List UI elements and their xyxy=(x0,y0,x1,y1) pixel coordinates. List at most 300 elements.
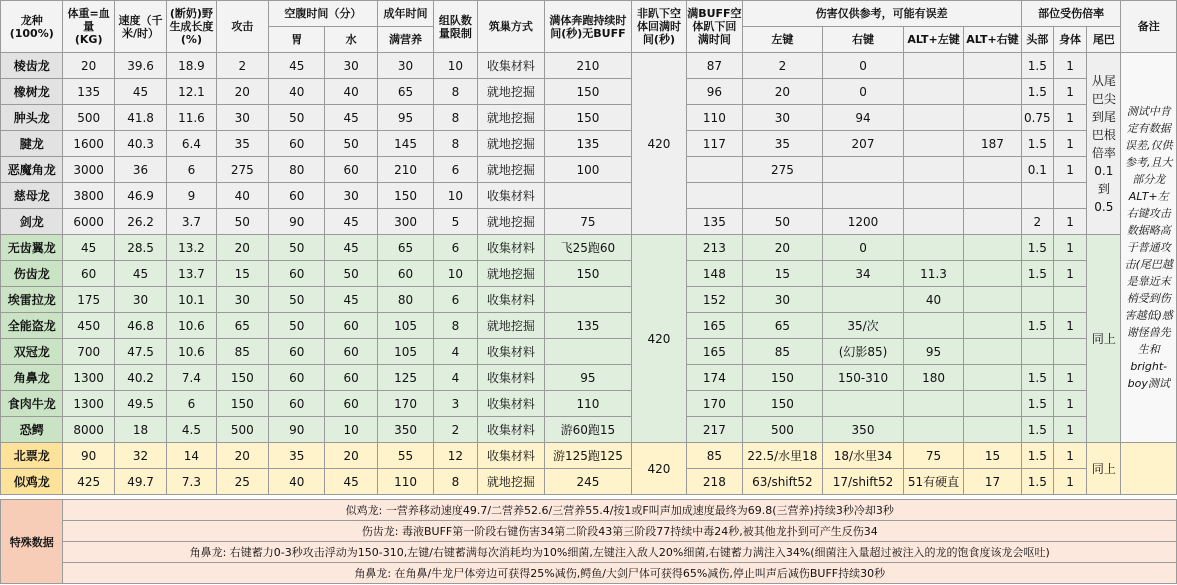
cell-right: 0 xyxy=(823,235,904,261)
cell-species: 恐鳄 xyxy=(1,417,63,443)
cell-water: 50 xyxy=(325,131,377,157)
cell-sprint xyxy=(545,183,632,209)
cell-adult: 55 xyxy=(377,443,433,469)
table-row xyxy=(1,157,1177,183)
cell-buff: 213 xyxy=(687,235,742,261)
cell-species: 食肉牛龙 xyxy=(1,391,63,417)
cell-stomach: 60 xyxy=(269,261,325,287)
cell-adult: 300 xyxy=(377,209,433,235)
cell-head: 1.5 xyxy=(1021,443,1053,469)
cell-water: 50 xyxy=(325,261,377,287)
header-part-mult: 部位受伤倍率 xyxy=(1021,1,1121,27)
cell-tail-merged: 同上 xyxy=(1087,443,1121,495)
cell-weight: 20 xyxy=(63,53,114,79)
header-attack: 攻击 xyxy=(216,1,268,53)
table-row xyxy=(1,105,1177,131)
cell-weight: 6000 xyxy=(63,209,114,235)
cell-alt-right xyxy=(964,79,1021,105)
cell-speed: 39.6 xyxy=(114,53,166,79)
cell-right xyxy=(823,183,904,209)
cell-adult: 65 xyxy=(377,235,433,261)
header-alt-right: ALT+右键 xyxy=(964,27,1021,53)
cell-right: 150-310 xyxy=(823,365,904,391)
header-fasting: 空腹时间（分） xyxy=(269,1,378,27)
cell-right xyxy=(823,287,904,313)
special-label: 特殊数据 xyxy=(1,500,63,584)
cell-group: 4 xyxy=(434,365,477,391)
cell-speed: 45 xyxy=(114,261,166,287)
cell-right: 94 xyxy=(823,105,904,131)
cell-weight: 1300 xyxy=(63,391,114,417)
table-row xyxy=(1,209,1177,235)
special-row xyxy=(1,500,1177,521)
cell-stomach: 35 xyxy=(269,443,325,469)
cell-body: 1 xyxy=(1053,79,1086,105)
cell-alt-left: 11.3 xyxy=(903,261,963,287)
cell-head: 0.1 xyxy=(1021,157,1053,183)
cell-alt-left: 40 xyxy=(903,287,963,313)
cell-buff: 165 xyxy=(687,313,742,339)
cell-head xyxy=(1021,339,1053,365)
cell-right: 0 xyxy=(823,53,904,79)
cell-weight: 3800 xyxy=(63,183,114,209)
cell-body: 1 xyxy=(1053,209,1086,235)
cell-buff: 174 xyxy=(687,365,742,391)
cell-stomach: 90 xyxy=(269,417,325,443)
cell-weight: 60 xyxy=(63,261,114,287)
cell-buff: 217 xyxy=(687,417,742,443)
cell-alt-right xyxy=(964,235,1021,261)
cell-alt-right xyxy=(964,105,1021,131)
cell-buff: 110 xyxy=(687,105,742,131)
cell-buff: 96 xyxy=(687,79,742,105)
cell-attack: 15 xyxy=(216,261,268,287)
cell-head: 1.5 xyxy=(1021,391,1053,417)
cell-adult: 105 xyxy=(377,313,433,339)
cell-species: 无齿翼龙 xyxy=(1,235,63,261)
special-row xyxy=(1,521,1177,542)
cell-alt-left: 95 xyxy=(903,339,963,365)
cell-sprint: 95 xyxy=(545,365,632,391)
cell-group: 3 xyxy=(434,391,477,417)
cell-attack: 35 xyxy=(216,131,268,157)
cell-group: 6 xyxy=(434,157,477,183)
cell-alt-right xyxy=(964,183,1021,209)
cell-right: 350 xyxy=(823,417,904,443)
header-water: 水 xyxy=(325,27,377,53)
cell-growth: 7.4 xyxy=(167,365,216,391)
cell-buff: 170 xyxy=(687,391,742,417)
cell-alt-right xyxy=(964,209,1021,235)
cell-adult: 125 xyxy=(377,365,433,391)
cell-alt-right xyxy=(964,53,1021,79)
cell-right: (幻影85) xyxy=(823,339,904,365)
table-row xyxy=(1,417,1177,443)
cell-alt-left xyxy=(903,131,963,157)
header-species: 龙种 (100%) xyxy=(1,1,63,53)
table-row xyxy=(1,79,1177,105)
cell-weight: 45 xyxy=(63,235,114,261)
cell-weight: 175 xyxy=(63,287,114,313)
cell-sprint: 150 xyxy=(545,105,632,131)
cell-nest: 收集材料 xyxy=(477,443,545,469)
cell-nofall-merged: 420 xyxy=(631,443,686,495)
cell-buff: 165 xyxy=(687,339,742,365)
cell-adult: 210 xyxy=(377,157,433,183)
cell-alt-left: 51有硬直 xyxy=(903,469,963,495)
table-row xyxy=(1,469,1177,495)
cell-left: 2 xyxy=(742,53,823,79)
header-group-limit: 组队数 量限制 xyxy=(434,1,477,53)
cell-head: 0.75 xyxy=(1021,105,1053,131)
cell-nest: 就地挖掘 xyxy=(477,469,545,495)
cell-attack: 85 xyxy=(216,339,268,365)
cell-head: 1.5 xyxy=(1021,417,1053,443)
cell-speed: 49.5 xyxy=(114,391,166,417)
header-tail: 尾巴 xyxy=(1087,27,1121,53)
cell-speed: 47.5 xyxy=(114,339,166,365)
cell-sprint: 135 xyxy=(545,313,632,339)
cell-head: 1.5 xyxy=(1021,131,1053,157)
cell-speed: 30 xyxy=(114,287,166,313)
cell-sprint: 游60跑15 xyxy=(545,417,632,443)
cell-right: 18/水里34 xyxy=(823,443,904,469)
cell-left: 20 xyxy=(742,235,823,261)
header-growth: (断奶)野 生成长度 (%) xyxy=(167,1,216,53)
cell-buff: 135 xyxy=(687,209,742,235)
table-row xyxy=(1,391,1177,417)
cell-group: 4 xyxy=(434,339,477,365)
table-row xyxy=(1,443,1177,469)
cell-growth: 6 xyxy=(167,157,216,183)
cell-weight: 700 xyxy=(63,339,114,365)
cell-right: 0 xyxy=(823,79,904,105)
cell-growth: 13.2 xyxy=(167,235,216,261)
cell-body: 1 xyxy=(1053,261,1086,287)
cell-growth: 10.1 xyxy=(167,287,216,313)
cell-attack: 65 xyxy=(216,313,268,339)
cell-stomach: 50 xyxy=(269,287,325,313)
cell-alt-left xyxy=(903,183,963,209)
cell-buff: 87 xyxy=(687,53,742,79)
cell-right: 207 xyxy=(823,131,904,157)
cell-water: 60 xyxy=(325,391,377,417)
cell-speed: 40.3 xyxy=(114,131,166,157)
cell-stomach: 45 xyxy=(269,53,325,79)
cell-nest: 就地挖掘 xyxy=(477,79,545,105)
cell-body: 1 xyxy=(1053,313,1086,339)
cell-body: 1 xyxy=(1053,105,1086,131)
cell-species: 恶魔角龙 xyxy=(1,157,63,183)
cell-nofall-merged: 420 xyxy=(631,53,686,235)
cell-speed: 46.9 xyxy=(114,183,166,209)
cell-speed: 49.7 xyxy=(114,469,166,495)
cell-group: 10 xyxy=(434,261,477,287)
header-nest: 筑巢方式 xyxy=(477,1,545,53)
table-row xyxy=(1,365,1177,391)
cell-head xyxy=(1021,183,1053,209)
table-row xyxy=(1,339,1177,365)
header-adult-time: 成年时间 xyxy=(377,1,433,27)
cell-group: 5 xyxy=(434,209,477,235)
cell-alt-left xyxy=(903,157,963,183)
cell-species: 伤齿龙 xyxy=(1,261,63,287)
special-line: 角鼻龙: 右键蓄力0-3秒攻击浮动为150-310,左键/右键蓄满每次消耗均为10%细菌,左键注入敌人20%细菌,右键蓄力满注入34%(细菌注入量超过被注入的龙的饱食度该龙会呕吐) xyxy=(63,542,1177,563)
header-full-nutrition: 满营养 xyxy=(377,27,433,53)
cell-speed: 26.2 xyxy=(114,209,166,235)
cell-speed: 36 xyxy=(114,157,166,183)
cell-weight: 3000 xyxy=(63,157,114,183)
cell-attack: 40 xyxy=(216,183,268,209)
header-weight: 体重=血量 (KG) xyxy=(63,1,114,53)
cell-stomach: 60 xyxy=(269,183,325,209)
cell-attack: 2 xyxy=(216,53,268,79)
cell-attack: 20 xyxy=(216,79,268,105)
cell-stomach: 60 xyxy=(269,339,325,365)
cell-body xyxy=(1053,339,1086,365)
cell-nest: 收集材料 xyxy=(477,287,545,313)
header-buff-lie: 满BUFF空 体趴下回 满时间 xyxy=(687,1,742,53)
cell-alt-left xyxy=(903,209,963,235)
cell-alt-left xyxy=(903,53,963,79)
cell-left: 85 xyxy=(742,339,823,365)
cell-right: 1200 xyxy=(823,209,904,235)
cell-head: 1.5 xyxy=(1021,365,1053,391)
cell-water: 45 xyxy=(325,235,377,261)
cell-growth: 6 xyxy=(167,391,216,417)
cell-alt-right: 15 xyxy=(964,443,1021,469)
cell-nofall-merged: 420 xyxy=(631,235,686,443)
cell-head: 1.5 xyxy=(1021,79,1053,105)
table-row xyxy=(1,313,1177,339)
cell-group: 6 xyxy=(434,235,477,261)
cell-alt-left xyxy=(903,391,963,417)
table-row xyxy=(1,183,1177,209)
cell-nest: 就地挖掘 xyxy=(477,157,545,183)
cell-adult: 80 xyxy=(377,287,433,313)
cell-alt-right xyxy=(964,313,1021,339)
cell-growth: 3.7 xyxy=(167,209,216,235)
cell-adult: 110 xyxy=(377,469,433,495)
cell-sprint: 245 xyxy=(545,469,632,495)
header-stomach: 胃 xyxy=(269,27,325,53)
cell-weight: 8000 xyxy=(63,417,114,443)
cell-weight: 90 xyxy=(63,443,114,469)
cell-tail-merged: 从尾巴尖到尾巴根倍率0.1到0.5 xyxy=(1087,53,1121,235)
cell-growth: 10.6 xyxy=(167,313,216,339)
cell-species: 埃雷拉龙 xyxy=(1,287,63,313)
cell-nest: 收集材料 xyxy=(477,53,545,79)
cell-growth: 6.4 xyxy=(167,131,216,157)
cell-head xyxy=(1021,287,1053,313)
header-alt-left: ALT+左键 xyxy=(903,27,963,53)
cell-left: 65 xyxy=(742,313,823,339)
cell-notes-empty xyxy=(1121,443,1177,495)
cell-species: 全能盗龙 xyxy=(1,313,63,339)
cell-nest: 就地挖掘 xyxy=(477,105,545,131)
cell-alt-left xyxy=(903,79,963,105)
cell-alt-left: 180 xyxy=(903,365,963,391)
header-notes: 备注 xyxy=(1121,1,1177,53)
cell-nest: 就地挖掘 xyxy=(477,209,545,235)
cell-nest: 收集材料 xyxy=(477,417,545,443)
cell-body: 1 xyxy=(1053,235,1086,261)
cell-left: 15 xyxy=(742,261,823,287)
header-right: 右键 xyxy=(823,27,904,53)
cell-water: 60 xyxy=(325,157,377,183)
cell-left: 35 xyxy=(742,131,823,157)
cell-water: 45 xyxy=(325,469,377,495)
cell-speed: 18 xyxy=(114,417,166,443)
cell-stomach: 60 xyxy=(269,391,325,417)
special-line: 角鼻龙: 在角鼻/牛龙尸体旁边可获得25%减伤,鳄鱼/大剑尸体可获得65%减伤,停止叫声后减伤BUFF持续30秒 xyxy=(63,563,1177,584)
cell-speed: 32 xyxy=(114,443,166,469)
cell-attack: 20 xyxy=(216,443,268,469)
cell-stomach: 90 xyxy=(269,209,325,235)
table-row xyxy=(1,261,1177,287)
cell-species: 棱齿龙 xyxy=(1,53,63,79)
cell-nest: 收集材料 xyxy=(477,339,545,365)
cell-sprint: 135 xyxy=(545,131,632,157)
cell-stomach: 60 xyxy=(269,131,325,157)
cell-water: 40 xyxy=(325,79,377,105)
cell-body: 1 xyxy=(1053,131,1086,157)
cell-tail-merged: 同上 xyxy=(1087,235,1121,443)
cell-group: 6 xyxy=(434,287,477,313)
cell-speed: 45 xyxy=(114,79,166,105)
cell-growth: 4.5 xyxy=(167,417,216,443)
cell-species: 剑龙 xyxy=(1,209,63,235)
header-damage: 伤害仅供参考，可能有误差 xyxy=(742,1,1021,27)
cell-right: 34 xyxy=(823,261,904,287)
cell-alt-left xyxy=(903,313,963,339)
cell-buff: 152 xyxy=(687,287,742,313)
cell-water: 45 xyxy=(325,209,377,235)
cell-sprint: 游125跑125 xyxy=(545,443,632,469)
cell-alt-left xyxy=(903,235,963,261)
cell-attack: 30 xyxy=(216,287,268,313)
special-line: 伤齿龙: 毒液BUFF第一阶段右键伤害34第二阶段43第三阶段77持续中毒24秒,被其他龙扑到可产生反伤34 xyxy=(63,521,1177,542)
cell-head: 1.5 xyxy=(1021,53,1053,79)
cell-water: 20 xyxy=(325,443,377,469)
cell-alt-left: 75 xyxy=(903,443,963,469)
cell-weight: 425 xyxy=(63,469,114,495)
cell-alt-left xyxy=(903,417,963,443)
cell-sprint: 飞25跑60 xyxy=(545,235,632,261)
cell-left: 275 xyxy=(742,157,823,183)
cell-sprint xyxy=(545,287,632,313)
table-row xyxy=(1,131,1177,157)
header-body: 身体 xyxy=(1053,27,1086,53)
cell-stomach: 50 xyxy=(269,313,325,339)
cell-speed: 46.8 xyxy=(114,313,166,339)
cell-growth: 11.6 xyxy=(167,105,216,131)
cell-group: 10 xyxy=(434,183,477,209)
cell-left: 20 xyxy=(742,79,823,105)
cell-species: 似鸡龙 xyxy=(1,469,63,495)
cell-alt-right xyxy=(964,287,1021,313)
cell-attack: 500 xyxy=(216,417,268,443)
cell-body: 1 xyxy=(1053,417,1086,443)
cell-buff: 148 xyxy=(687,261,742,287)
cell-head: 1.5 xyxy=(1021,261,1053,287)
cell-weight: 1300 xyxy=(63,365,114,391)
cell-body: 1 xyxy=(1053,443,1086,469)
cell-speed: 40.2 xyxy=(114,365,166,391)
table-row xyxy=(1,53,1177,79)
cell-adult: 170 xyxy=(377,391,433,417)
cell-attack: 275 xyxy=(216,157,268,183)
cell-alt-left xyxy=(903,105,963,131)
cell-notes-merged: 测试中肯定有数据误差,仅供参考,且大部分龙ALT+左右键攻击数据略高于普通攻击(尾巴越是靠近末梢受到伤害越低)感谢怪兽先生和bright-boy测试 xyxy=(1121,53,1177,443)
cell-growth: 13.7 xyxy=(167,261,216,287)
cell-right: 17/shift52 xyxy=(823,469,904,495)
cell-group: 8 xyxy=(434,105,477,131)
cell-adult: 350 xyxy=(377,417,433,443)
cell-species: 北票龙 xyxy=(1,443,63,469)
cell-right xyxy=(823,157,904,183)
table-row xyxy=(1,235,1177,261)
cell-left: 50 xyxy=(742,209,823,235)
cell-body: 1 xyxy=(1053,469,1086,495)
cell-left: 30 xyxy=(742,105,823,131)
header-head: 头部 xyxy=(1021,27,1053,53)
cell-speed: 28.5 xyxy=(114,235,166,261)
cell-stomach: 40 xyxy=(269,79,325,105)
cell-group: 8 xyxy=(434,469,477,495)
cell-buff: 85 xyxy=(687,443,742,469)
cell-group: 12 xyxy=(434,443,477,469)
cell-alt-right xyxy=(964,365,1021,391)
cell-group: 10 xyxy=(434,53,477,79)
cell-stomach: 60 xyxy=(269,365,325,391)
cell-nest: 就地挖掘 xyxy=(477,313,545,339)
cell-alt-right: 17 xyxy=(964,469,1021,495)
cell-adult: 60 xyxy=(377,261,433,287)
cell-right: 35/次 xyxy=(823,313,904,339)
cell-adult: 105 xyxy=(377,339,433,365)
cell-stomach: 40 xyxy=(269,469,325,495)
cell-buff xyxy=(687,157,742,183)
cell-attack: 30 xyxy=(216,105,268,131)
cell-sprint: 100 xyxy=(545,157,632,183)
cell-water: 45 xyxy=(325,287,377,313)
cell-water: 45 xyxy=(325,105,377,131)
cell-weight: 450 xyxy=(63,313,114,339)
cell-water: 60 xyxy=(325,313,377,339)
cell-group: 2 xyxy=(434,417,477,443)
cell-water: 30 xyxy=(325,183,377,209)
cell-group: 8 xyxy=(434,79,477,105)
cell-nest: 就地挖掘 xyxy=(477,261,545,287)
cell-body: 1 xyxy=(1053,157,1086,183)
cell-head: 2 xyxy=(1021,209,1053,235)
header-left: 左键 xyxy=(742,27,823,53)
cell-species: 双冠龙 xyxy=(1,339,63,365)
cell-body: 1 xyxy=(1053,365,1086,391)
cell-adult: 95 xyxy=(377,105,433,131)
cell-weight: 500 xyxy=(63,105,114,131)
cell-body: 1 xyxy=(1053,391,1086,417)
header-sprint: 满体奔跑持续时 间(秒)无BUFF xyxy=(545,1,632,53)
cell-head: 1.5 xyxy=(1021,235,1053,261)
cell-species: 慈母龙 xyxy=(1,183,63,209)
cell-alt-right xyxy=(964,417,1021,443)
cell-alt-right xyxy=(964,339,1021,365)
cell-adult: 145 xyxy=(377,131,433,157)
cell-body: 1 xyxy=(1053,53,1086,79)
special-line: 似鸡龙: 一营养移动速度49.7/二营养52.6/三营养55.4/按1或F叫声加成速度最终为69.8(三营养)持续3秒冷却3秒 xyxy=(63,500,1177,521)
